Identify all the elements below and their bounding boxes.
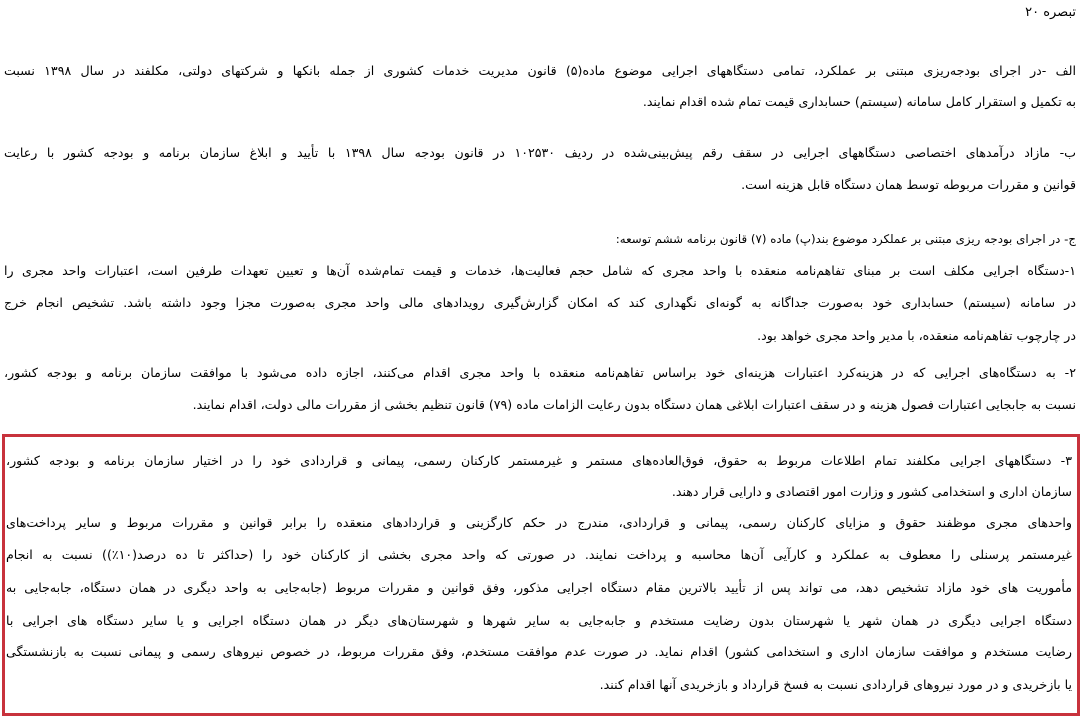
paragraph-jim-item1-line-2: در سامانه (سیستم) حسابداری خود به‌صورت جداگانه به گونه‌ای نگهداری کند که امکان گزارش‌گیری رویدادهای مالی واحد مجری به‌صورت مجزا وجود داشته باشد. تشخیص انجام خرج (4, 295, 1076, 310)
item3-line-3: واحدهای مجری موظفند حقوق و مزایای کارکنان رسمی، پیمانی و قراردادی، مندرج در حکم کارگزینی و قراردادهای منعقده را برابر قوانین و مقررات مربوط و سایر پرداخت‌های (6, 515, 1072, 530)
item3-line-7: رضایت مستخدم و موافقت سازمان اداری و استخدامی کشور) اقدام نماید. در صورت عدم موافقت مستخدم، وفق مقررات مربوط، در خصوص نیروهای رسمی و پیمانی نسبت به بازنشستگی (6, 644, 1072, 659)
paragraph-jim-item1-line-3: در چارچوب تفاهم‌نامه منعقده، با مدیر واحد مجری خواهد بود. (757, 328, 1076, 343)
item3-line-6: دستگاه اجرایی دیگری در همان شهر یا شهرستان بدون رضایت مستخدم و جابه‌جایی به سایر شهرها و شهرستان‌های دیگر در همان دستگاه اجرایی و یا سایر دستگاه های اجرایی با (6, 613, 1072, 628)
highlight-box (2, 434, 1080, 716)
paragraph-jim-item2-line-1: ۲- به دستگاه‌های اجرایی که در هزینه‌کرد اعتبارات هزینه‌ای خود براساس تفاهم‌نامه منعقده با واحد مجری اقدام می‌کنند، اجازه داده می‌شود با موافقت سازمان برنامه و بودجه کشور، (4, 365, 1076, 380)
paragraph-jim-item1-line-1: ۱-دستگاه اجرایی مکلف است بر مبنای تفاهم‌نامه منعقده با واحد مجری که شامل حجم فعالیت‌ها، خدمات و قیمت تمام‌شده آن‌ها و تعیین تعهدات طرفین است، اعتبارات واحد مجری را (4, 263, 1076, 278)
paragraph-be-line-1: ب- مازاد درآمدهای اختصاصی دستگاههای اجرایی در سقف رقم پیش‌بینی‌شده در ردیف ۱۰۲۵۳۰ در قانون بودجه سال ۱۳۹۸ با تأیید و ابلاغ سازمان برنامه و بودجه کشور با رعایت (4, 145, 1076, 160)
item3-line-8: یا بازخریدی و در مورد نیروهای قراردادی نسبت به فسخ قرارداد و بازخریدی آنها اقدام کنند. (599, 677, 1072, 692)
paragraph-alef-line-2: به تکمیل و استقرار کامل سامانه (سیستم) حسابداری قیمت تمام شده اقدام نمایند. (642, 94, 1076, 109)
paragraph-jim-heading: ج- در اجرای بودجه ریزی مبتنی بر عملکرد موضوع بند(پ) ماده (۷) قانون برنامه ششم توسعه: (615, 232, 1076, 246)
page-title: تبصره ۲۰ (1025, 5, 1076, 20)
item3-line-2: سازمان اداری و استخدامی کشور و وزارت امور اقتصادی و دارایی قرار دهند. (671, 484, 1072, 499)
item3-line-1: ۳- دستگاههای اجرایی مکلفند تمام اطلاعات مربوط به حقوق، فوق‌العاده‌های مستمر و غیرمستمر کارکنان رسمی، پیمانی و قراردادی خود را در اختیار سازمان برنامه و بودجه کشور، (6, 453, 1072, 468)
paragraph-be-line-2: قوانین و مقررات مربوطه توسط همان دستگاه قابل هزینه است. (741, 177, 1076, 192)
item3-line-4: غیرمستمر پرسنلی را معطوف به عملکرد و کارآیی آن‌ها محاسبه و پرداخت نمایند. در صورتی که واحد مجری بخشی از کارکنان خود را (حداکثر تا ده درصد(۱۰٪)) نسبت به انجام (6, 547, 1072, 562)
item3-line-5: مأموریت های خود مازاد تشخیص دهد، می تواند پس از تأیید بالاترین مقام دستگاه اجرایی مذکور، وفق قوانین و مقررات مربوط (جابه‌جایی به واحد دیگری در همان دستگاه، جابه‌جایی به (6, 580, 1072, 595)
paragraph-alef-line-1: الف -در اجرای بودجه‌ریزی مبتنی بر عملکرد، تمامی دستگاههای اجرایی موضوع ماده(۵) قانون مدیریت خدمات کشوری از جمله بانکها و شرکتهای دولتی، مکلفند در سال ۱۳۹۸ نسبت (4, 63, 1076, 78)
paragraph-jim-item2-line-2: نسبت به جابجایی اعتبارات فصول هزینه و در سقف اعتبارات ابلاغی همان دستگاه بدون رعایت الزامات ماده (۷۹) قانون تنظیم بخشی از مقررات مالی دولت، اقدام نمایند. (192, 397, 1076, 412)
